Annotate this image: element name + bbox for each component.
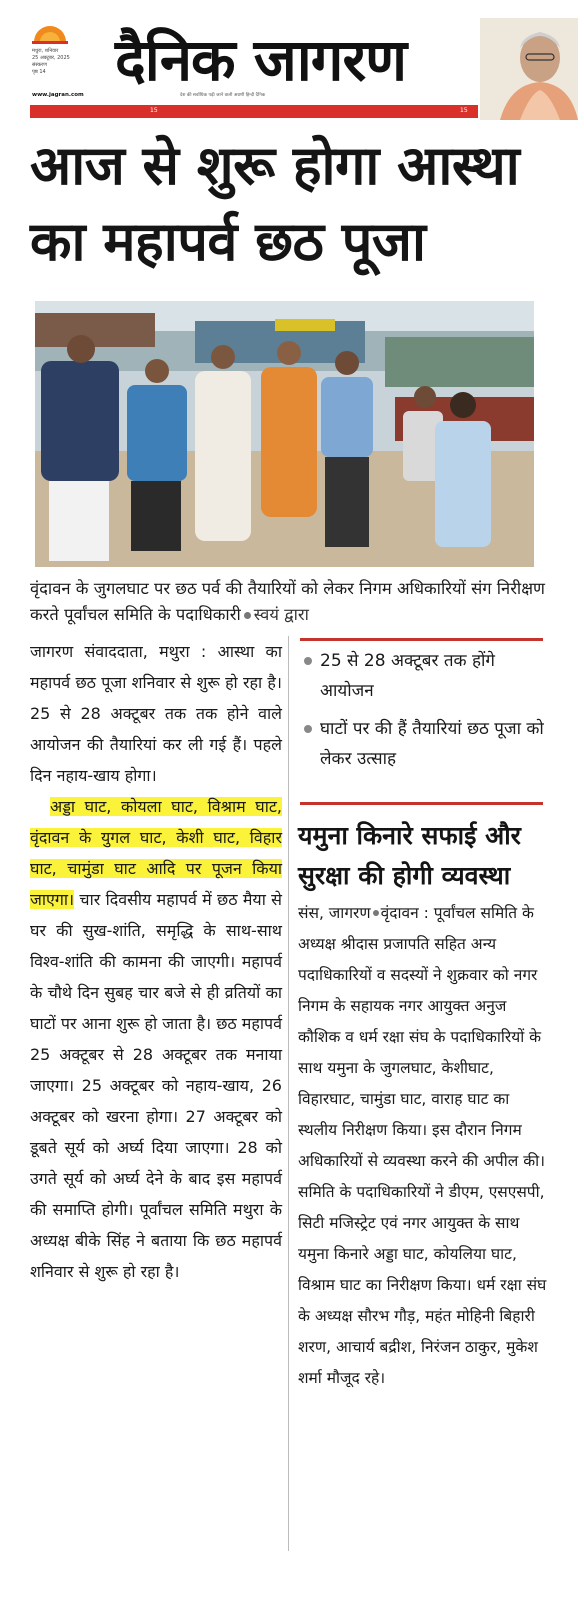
bullet-text: घाटों पर की हैं तैयारियां छठ पूजा को लेकर उत्साह (320, 719, 544, 769)
right-paragraph: वृंदावन : पूर्वांचल समिति के अध्यक्ष श्रीदास प्रजापति सहित अन्य पदाधिकारियों व सदस्यों ने शुक्रवार को नगर निगम के सहायक नगर आयुक्त अनुज कौशिक व धर्म रक्षा संघ के पदाधिकारियों के साथ यमुना के जुगलघाट, केशीघाट, विहारघाट, चामुंडा घाट, वाराह घाट का स्थलीय निरीक्षण किया। इस दौरान निगम अधिकारियों से व्यवस्था करने की अपील की। समिति के पदाधिकारियों ने डीएम, एसएसपी, सिटी मजिस्ट्रेट एवं नगर आयुक्त के साथ यमुना किनारे अड्डा घाट, कोयलिया घाट, विश्राम घाट का निरीक्षण किया। धर्म रक्षा संघ के अध्यक्ष सौरभ गौड़, महंत मोहिनी बिहारी शरण, आचार्य बद्रीश, निरंजन ठाकुर, मुकेश शर्मा मौजूद रहे। (298, 904, 547, 1387)
red-rule-bottom (300, 802, 543, 805)
bullet-dot-icon (304, 725, 312, 733)
website-url: www.jagran.com (32, 92, 84, 98)
column-divider (288, 636, 289, 1551)
right-column-body (298, 898, 548, 1394)
headline-line: का महापर्व छठ पूजा (30, 210, 426, 273)
left-paragraph-body: चार दिवसीय महापर्व में छठ मैया से घर की सुख-शांति, समृद्धि के साथ-साथ विश्व-शांति की कामना की जाएगी। महापर्व के चौथे दिन सुबह चार बजे से ही व्रतियों का घाटों पर आना शुरू हो जाता है। छठ महापर्व 25 अक्टूबर से 28 अक्टूबर तक मनाया जाएगा। 25 अक्टूबर को नहाय-खाय, 26 अक्टूबर को खरना होगा। 27 अक्टूबर को डूबते सूर्य को अर्घ्य दिया जाएगा। 28 को उगते सूर्य को अर्घ्य देने के बाद इस महापर्व की समाप्ति होगी। पूर्वांचल समिति मथुरा के अध्यक्ष बीके सिंह ने बताया कि छठ महापर्व शनिवार से शुरू हो रहा है। (30, 890, 282, 1281)
bullet-dot-icon (373, 910, 379, 916)
meta-line: संस्करण (32, 62, 47, 68)
article-photo (35, 301, 534, 567)
portrait-photo (480, 18, 578, 120)
article-headline (30, 128, 550, 280)
bullet-dot-icon (244, 612, 251, 619)
newspaper-title: दैनिक जागरण (115, 26, 407, 94)
photo-credit: स्वयं द्वारा (253, 605, 309, 624)
caption-text: वृंदावन के जुगलघाट पर छठ पर्व की तैयारियों को लेकर निगम अधिकारियों संग निरीक्षण करते पूर्वांचल समिति के पदाधिकारी (30, 579, 545, 624)
highlighted-text: अड्डा घाट, कोयला घाट, विश्राम घाट, वृंदावन के युगल घाट, केशी घाट, विहार घाट, चामुंडा घाट आदि पर पूजन किया जाएगा। (30, 797, 282, 909)
left-paragraph-highlight (30, 791, 282, 1287)
redbar-right-page: 15 (460, 107, 468, 114)
masthead-meta (32, 48, 70, 76)
bullet-dot-icon (304, 657, 312, 665)
list-item (300, 646, 544, 706)
headline-line: आज से शुरू होगा आस्था (30, 134, 520, 197)
redbar-left-page: 15 (150, 107, 158, 114)
sun-logo-icon (30, 22, 70, 44)
meta-line: पृष्ठ 14 (32, 69, 46, 75)
photo-caption (30, 576, 550, 628)
meta-line: मथुरा, शनिवार (32, 48, 59, 54)
dateline: संस, जागरण (298, 904, 371, 922)
masthead-red-bar (30, 105, 478, 118)
left-column (30, 636, 282, 1287)
bullet-text: 25 से 28 अक्टूबर तक होंगे आयोजन (320, 651, 496, 701)
masthead (30, 14, 578, 120)
list-item (300, 714, 544, 774)
red-rule-top (300, 638, 543, 641)
left-paragraph-intro: जागरण संवाददाता, मथुरा : आस्था का महापर्व छठ पूजा शनिवार से शुरू हो रहा है। 25 से 28 अक्टूबर तक तक होने वाले आयोजन की तैयारियां कर ली गई हैं। पहले दिन नहाय-खाय होगा। (30, 642, 282, 785)
bullet-list (300, 646, 544, 782)
masthead-tagline: देश की सर्वाधिक पढ़ी जाने वाली अग्रणी हिन्दी दैनिक (180, 93, 266, 98)
article-subhead: यमुना किनारे सफाई और सुरक्षा की होगी व्यवस्था (298, 821, 521, 890)
meta-line: 25 अक्टूबर, 2025 (32, 55, 70, 61)
